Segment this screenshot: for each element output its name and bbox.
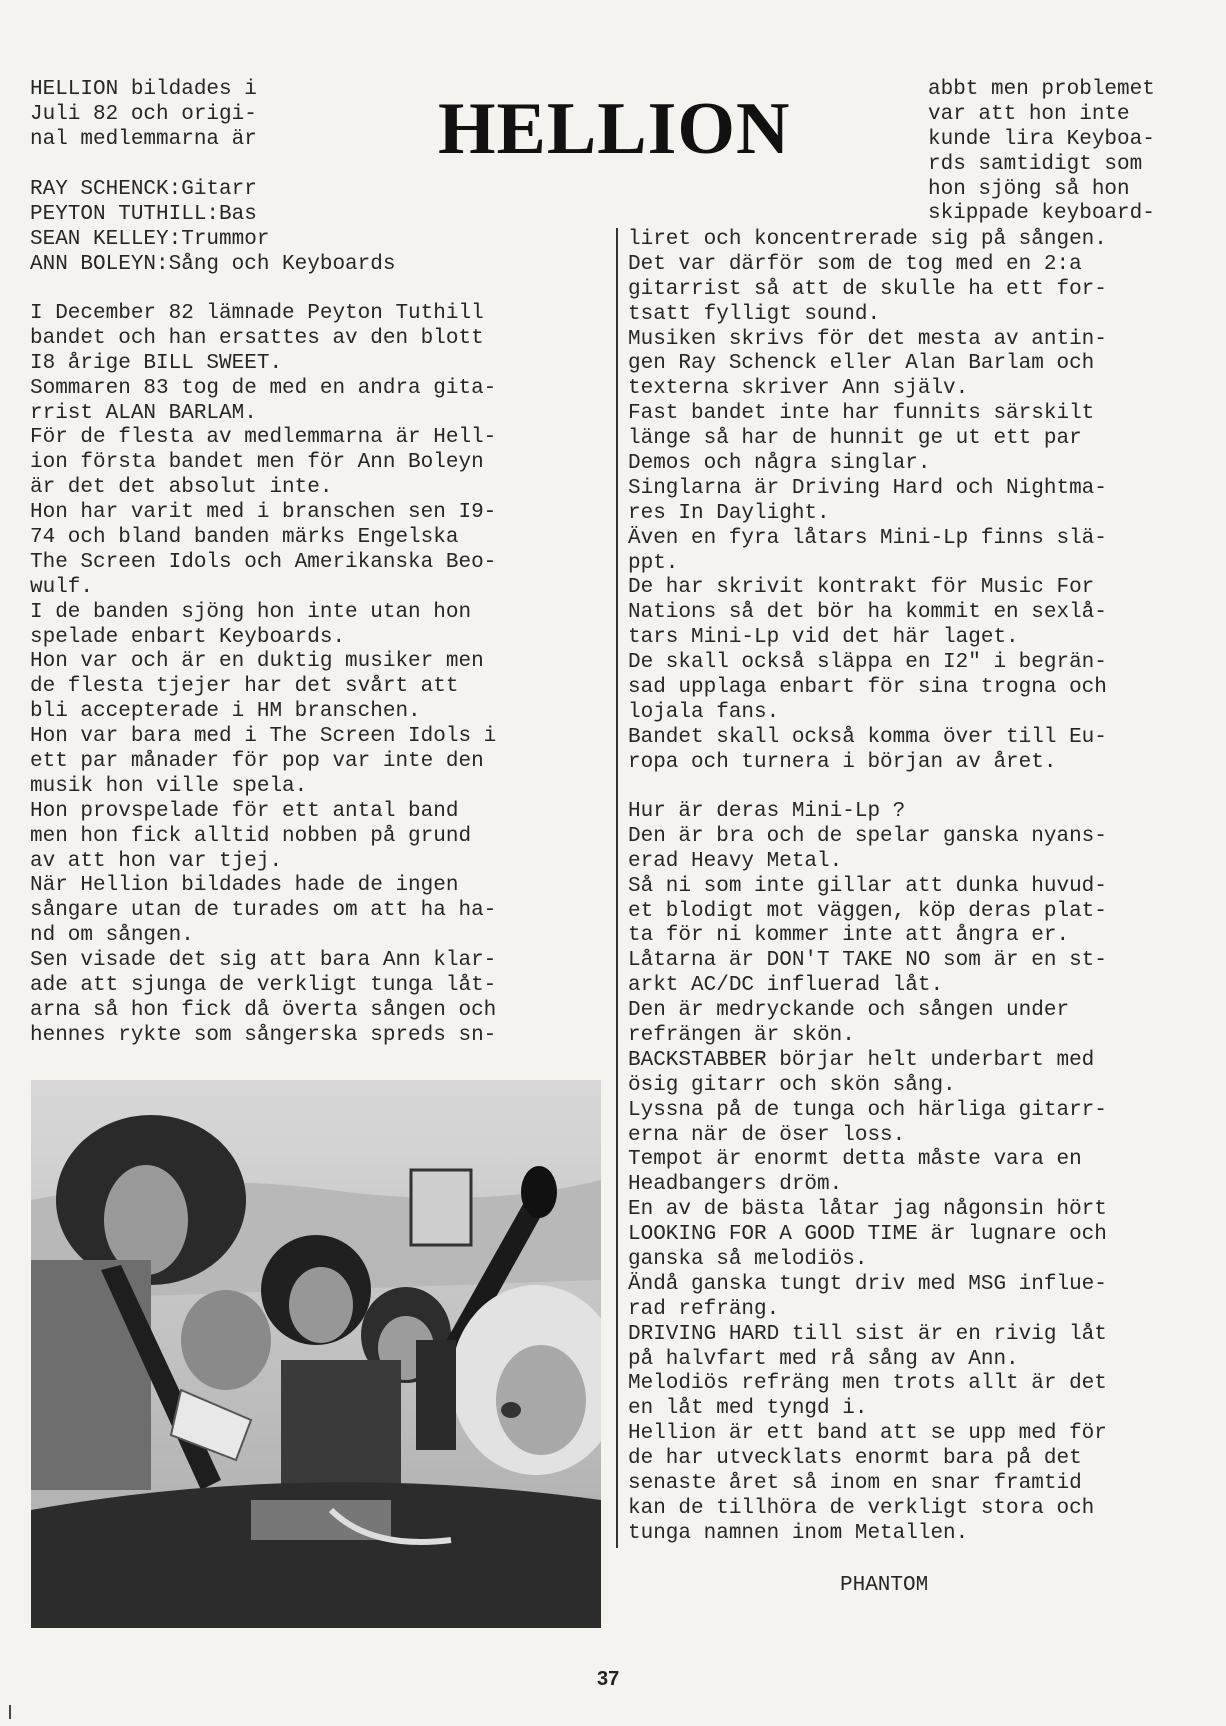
text-line: sångare utan de turades om att ha ha-	[30, 899, 497, 923]
mini-lp-review-text	[628, 800, 1208, 1547]
text-line: abbt men problemet	[928, 78, 1155, 101]
text-line: ropa och turnera i början av året.	[628, 750, 1057, 774]
left-intro-text	[30, 78, 340, 153]
text-line: Nations så det bör ha kommit en sexlå-	[628, 601, 1107, 625]
text-line: liret och koncentrerade sig på sången.	[628, 228, 1107, 251]
text-line: rds samtidigt som	[928, 152, 1143, 176]
text-line: I December 82 lämnade Peyton Tuthill	[30, 302, 484, 325]
text-line: nd om sången.	[30, 924, 194, 948]
text-line: ett par månader för pop var inte den	[30, 750, 484, 774]
text-line: hennes rykte som sångerska spreds sn-	[30, 1023, 497, 1047]
right-top-text	[928, 78, 1224, 227]
text-line: är det det absolut inte.	[30, 476, 333, 500]
text-line: res In Daylight.	[628, 501, 830, 525]
band-photo	[31, 1080, 601, 1628]
text-line: De skall också släppa en I2" i begrän-	[628, 651, 1107, 675]
text-line: wulf.	[30, 575, 94, 599]
text-line: de har utvecklats enormt bara på det	[628, 1447, 1082, 1471]
text-line: I8 årige BILL SWEET.	[30, 351, 283, 375]
right-body-text	[628, 228, 1208, 776]
column-divider	[616, 228, 618, 1548]
text-line: rad refräng.	[628, 1297, 780, 1321]
text-line: texterna skriver Ann själv.	[628, 377, 969, 401]
text-line: Fast bandet inte har funnits särskilt	[628, 402, 1095, 426]
text-line: SEAN KELLEY:Trummor	[30, 227, 270, 251]
author-signature: PHANTOM	[840, 1574, 929, 1597]
text-line: Hon var bara med i The Screen Idols i	[30, 725, 497, 749]
text-line: The Screen Idols och Amerikanska Beo-	[30, 550, 497, 574]
text-line: Hon har varit med i branschen sen I9-	[30, 501, 497, 525]
text-line: DRIVING HARD till sist är en rivig låt	[628, 1322, 1107, 1346]
text-line: Den är medryckande och sången under	[628, 999, 1070, 1023]
text-line: gitarrist så att de skulle ha ett for-	[628, 277, 1107, 301]
text-line: Hon var och är en duktig musiker men	[30, 650, 484, 674]
text-line: För de flesta av medlemmarna är Hell-	[30, 426, 497, 450]
text-line: Singlarna är Driving Hard och Nightma-	[628, 476, 1107, 500]
margin-mark	[9, 1705, 11, 1719]
text-line: tsatt fylligt sound.	[628, 302, 881, 326]
text-line: ta för ni kommer inte att ångra er.	[628, 924, 1070, 948]
text-line: ion första bandet men för Ann Boleyn	[30, 451, 484, 475]
page-number: 37	[597, 1668, 620, 1690]
text-line: kan de tillhöra de verkligt stora och	[628, 1496, 1095, 1520]
text-line: ppt.	[628, 551, 679, 575]
text-line: refrängen är skön.	[628, 1024, 855, 1048]
text-line: på halvfart med rå sång av Ann.	[628, 1347, 1019, 1371]
text-line: skippade keyboard-	[928, 202, 1155, 226]
text-line: tars Mini-Lp vid det här laget.	[628, 626, 1019, 650]
text-line: gen Ray Schenck eller Alan Barlam och	[628, 352, 1095, 376]
text-line: senaste året så inom en snar framtid	[628, 1472, 1082, 1496]
text-line: lojala fans.	[628, 700, 780, 724]
text-line: Låtarna är DON'T TAKE NO som är en st-	[628, 949, 1107, 973]
text-line: Melodiös refräng men trots allt är det	[628, 1372, 1107, 1396]
text-line: arna så hon fick då överta sången och	[30, 998, 497, 1022]
text-line: tunga namnen inom Metallen.	[628, 1521, 969, 1545]
text-line: Lyssna på de tunga och härliga gitarr-	[628, 1098, 1107, 1122]
text-line: Hellion är ett band att se upp med för	[628, 1422, 1107, 1446]
text-line: RAY SCHENCK:Gitarr	[30, 178, 257, 201]
text-line: När Hellion bildades hade de ingen	[30, 874, 459, 898]
text-line: En av de bästa låtar jag någonsin hört	[628, 1198, 1107, 1222]
text-line: Hur är deras Mini-Lp ?	[628, 800, 906, 823]
text-line: erna när de öser loss.	[628, 1123, 906, 1147]
text-line: Sen visade det sig att bara Ann klar-	[30, 949, 497, 973]
text-line: kunde lira Keyboa-	[928, 127, 1155, 151]
text-line: arkt AC/DC influerad låt.	[628, 974, 944, 998]
text-line: 74 och bland banden märks Engelska	[30, 526, 459, 550]
text-line: Headbangers dröm.	[628, 1173, 843, 1197]
text-line: Sommaren 83 tog de med en andra gita-	[30, 376, 497, 400]
text-line: Hon provspelade för ett antal band	[30, 799, 459, 823]
text-line: Ändå ganska tungt driv med MSG influe-	[628, 1272, 1107, 1296]
text-line: Musiken skrivs för det mesta av antin-	[628, 327, 1107, 351]
text-line: bandet och han ersattes av den blott	[30, 326, 484, 350]
text-line: hon sjöng så hon	[928, 177, 1130, 201]
text-line: var att hon inte	[928, 102, 1130, 126]
article-title: HELLION	[438, 88, 791, 170]
text-line: Demos och några singlar.	[628, 452, 931, 476]
text-line: ösig gitarr och skön sång.	[628, 1073, 956, 1097]
text-line: BACKSTABBER börjar helt underbart med	[628, 1048, 1095, 1072]
text-line: ANN BOLEYN:Sång och Keyboards	[30, 252, 396, 276]
text-line: av att hon var tjej.	[30, 849, 283, 873]
text-line: Det var därför som de tog med en 2:a	[628, 252, 1082, 276]
text-line: men hon fick alltid nobben på grund	[30, 824, 472, 848]
text-line: LOOKING FOR A GOOD TIME är lugnare och	[628, 1223, 1107, 1247]
text-line: Bandet skall också komma över till Eu-	[628, 725, 1107, 749]
text-line: sad upplaga enbart för sina trogna och	[628, 676, 1107, 700]
text-line: bli accepterade i HM branschen.	[30, 700, 421, 724]
text-line: De har skrivit kontrakt för Music For	[628, 576, 1095, 600]
member-list	[30, 178, 590, 278]
text-line: Juli 82 och origi-	[30, 102, 257, 126]
text-line: erad Heavy Metal.	[628, 849, 843, 873]
text-line: I de banden sjöng hon inte utan hon	[30, 600, 472, 624]
text-line: et blodigt mot väggen, köp deras plat-	[628, 899, 1107, 923]
text-line: nal medlemmarna är	[30, 127, 257, 151]
text-line: musik hon ville spela.	[30, 774, 308, 798]
text-line: en låt med tyngd i.	[628, 1397, 868, 1421]
text-line: rrist ALAN BARLAM.	[30, 401, 257, 425]
text-line: Så ni som inte gillar att dunka huvud-	[628, 874, 1107, 898]
left-body-text	[30, 302, 590, 1049]
text-line: länge så har de hunnit ge ut ett par	[628, 427, 1082, 451]
text-line: spelade enbart Keyboards.	[30, 625, 346, 649]
text-line: de flesta tjejer har det svårt att	[30, 675, 459, 699]
text-line: Tempot är enormt detta måste vara en	[628, 1148, 1082, 1172]
text-line: ade att sjunga de verkligt tunga låt-	[30, 974, 497, 998]
text-line: Den är bra och de spelar ganska nyans-	[628, 824, 1107, 848]
text-line: Även en fyra låtars Mini-Lp finns slä-	[628, 526, 1107, 550]
text-line: HELLION bildades i	[30, 78, 257, 101]
band-photo-illustration	[31, 1080, 601, 1628]
text-line: PEYTON TUTHILL:Bas	[30, 202, 257, 226]
text-line: ganska så melodiös.	[628, 1248, 868, 1272]
